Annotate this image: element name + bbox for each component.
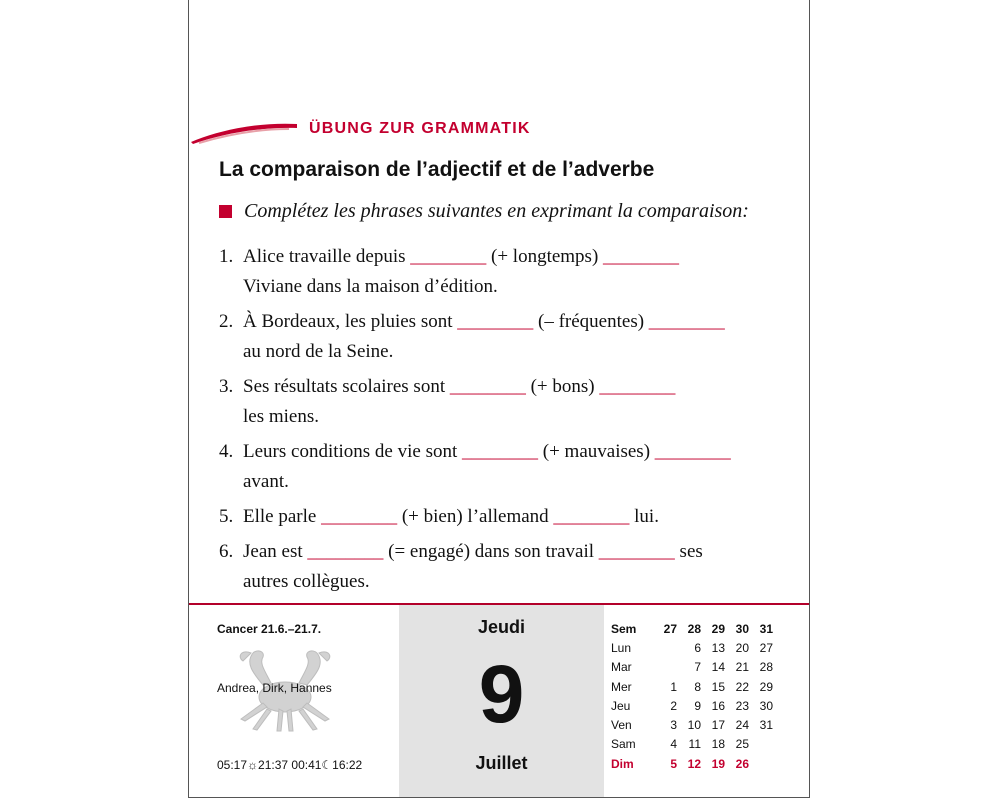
item-number: 5.	[219, 506, 234, 527]
calendar-row	[611, 638, 773, 657]
calendar-day: 27	[759, 640, 773, 655]
calendar-day: 12	[687, 756, 701, 771]
sentence-text: (+ bons)	[525, 376, 600, 397]
name-days: Andrea, Dirk, Hannes	[217, 681, 332, 695]
sentence-text: au nord de la Seine.	[243, 341, 394, 362]
week-header-label: Sem	[611, 621, 637, 636]
calendar-page	[188, 0, 810, 798]
weekday-label: Mer	[611, 679, 632, 694]
calendar-day	[653, 658, 677, 677]
answer-blank[interactable]: ________	[410, 246, 487, 267]
weekday: Jeudi	[477, 617, 525, 637]
answer-blank[interactable]: ________	[603, 246, 680, 267]
weekday-label: Ven	[611, 718, 632, 733]
calendar-day: 25	[735, 737, 749, 752]
calendar-day: 14	[711, 660, 725, 675]
calendar-day: 29	[759, 679, 773, 694]
calendar-day: 9	[694, 698, 701, 713]
item-number: 6.	[219, 541, 234, 562]
exercise-item	[219, 437, 799, 497]
sentence-text: À Bordeaux, les pluies sont	[243, 311, 458, 332]
calendar-day: 3	[670, 718, 677, 733]
item-number: 1.	[219, 246, 234, 267]
calendar-day: 23	[735, 698, 749, 713]
exercise-item	[219, 502, 799, 532]
calendar-day: 7	[694, 660, 701, 675]
sentence-text: Viviane dans la maison d’édition.	[243, 276, 498, 297]
answer-blank[interactable]: ________	[654, 441, 731, 462]
exercise-item	[219, 242, 799, 302]
calendar-day: 19	[711, 756, 725, 771]
sentence-text: (+ longtemps)	[486, 246, 604, 267]
calendar-day: 30	[759, 698, 773, 713]
exercise-item	[219, 372, 799, 432]
calendar-day: 5	[670, 756, 677, 771]
exercise-item	[219, 307, 799, 367]
item-text	[243, 537, 799, 597]
calendar-day: 13	[711, 640, 725, 655]
calendar-day: 2	[670, 698, 677, 713]
zodiac-sign: Cancer 21.6.–21.7.	[217, 622, 322, 636]
answer-blank[interactable]: ________	[449, 376, 526, 397]
weekday-label: Sam	[611, 737, 636, 752]
sentence-text: Jean est	[243, 541, 308, 562]
sentence-text: (= engagé) dans son travail	[383, 541, 599, 562]
calendar-day: 16	[711, 698, 725, 713]
sentence-text: Ses résultats scolaires sont	[243, 376, 450, 397]
calendar-day: 4	[670, 737, 677, 752]
sentence-text: Leurs conditions de vie sont	[243, 441, 462, 462]
item-text	[243, 242, 799, 302]
calendar-day	[749, 735, 773, 754]
sentence-text: (– fréquentes)	[533, 311, 649, 332]
answer-blank[interactable]: ________	[321, 506, 398, 527]
calendar-day: 15	[711, 679, 725, 694]
week-number: 31	[759, 621, 773, 636]
calendar-day: 10	[687, 718, 701, 733]
sentence-text: (+ mauvaises)	[538, 441, 655, 462]
answer-blank[interactable]: ________	[457, 311, 534, 332]
item-number: 3.	[219, 376, 234, 397]
calendar-day: 20	[735, 640, 749, 655]
instruction-line	[219, 200, 749, 223]
instruction-text: Complétez les phrases suivantes en exprimant la comparaison:	[244, 200, 749, 222]
calendar-day	[653, 638, 677, 657]
calendar-row	[611, 715, 773, 734]
calendar-day: 22	[735, 679, 749, 694]
sentence-text: Alice travaille depuis	[243, 246, 411, 267]
answer-blank[interactable]: ________	[598, 541, 675, 562]
weekday-label: Dim	[611, 756, 634, 771]
mini-calendar	[611, 619, 773, 773]
answer-blank[interactable]: ________	[307, 541, 384, 562]
answer-blank[interactable]: ________	[553, 506, 630, 527]
day-number: 9	[478, 649, 525, 740]
sun-moon-times: 05:17☼21:37 00:41☾16:22	[217, 758, 363, 772]
calendar-day: 18	[711, 737, 725, 752]
item-text	[243, 307, 799, 367]
red-square-icon	[219, 205, 232, 218]
exercise-title: La comparaison de l’adjectif et de l’adverbe	[219, 158, 655, 181]
answer-blank[interactable]: ________	[462, 441, 538, 462]
item-number: 4.	[219, 441, 234, 462]
calendar-day: 28	[759, 660, 773, 675]
calendar-row	[611, 696, 773, 715]
sentence-text: ses	[674, 541, 703, 562]
sentence-text: lui.	[629, 506, 659, 527]
sentence-text: avant.	[243, 471, 289, 492]
answer-blank[interactable]: ________	[648, 311, 725, 332]
calendar-day: 21	[735, 660, 749, 675]
section-label: ÜBUNG ZUR GRAMMATIK	[309, 120, 531, 137]
week-number: 29	[711, 621, 725, 636]
answer-blank[interactable]: ________	[599, 376, 676, 397]
calendar-day: 31	[759, 718, 773, 733]
item-text	[243, 502, 799, 532]
calendar-day: 26	[735, 756, 749, 771]
sentence-text: Elle parle	[243, 506, 322, 527]
exercise-list	[219, 242, 799, 602]
calendar-row	[611, 735, 773, 754]
item-text	[243, 372, 799, 432]
weekday-label: Mar	[611, 660, 632, 675]
sentence-text: les miens.	[243, 406, 319, 427]
week-number: 30	[735, 621, 749, 636]
calendar-day: 6	[694, 640, 701, 655]
calendar-row	[611, 677, 773, 696]
calendar-day: 1	[670, 679, 677, 694]
week-number: 27	[663, 621, 677, 636]
sentence-text: (+ bien) l’allemand	[397, 506, 554, 527]
week-number: 28	[687, 621, 701, 636]
calendar-day	[749, 754, 773, 773]
calendar-day: 8	[694, 679, 701, 694]
calendar-day: 24	[735, 718, 749, 733]
item-number: 2.	[219, 311, 234, 332]
weekday-label: Lun	[611, 640, 632, 655]
calendar-row	[611, 658, 773, 677]
calendar-day: 11	[688, 737, 701, 752]
month: Juillet	[475, 753, 528, 773]
calendar-day: 17	[711, 718, 725, 733]
weekday-label: Jeu	[611, 698, 631, 713]
calendar-week-header	[611, 619, 773, 638]
date-panel	[399, 605, 604, 797]
calendar-row	[611, 754, 773, 773]
red-swoosh-icon	[189, 116, 299, 146]
exercise-item	[219, 537, 799, 597]
item-text	[243, 437, 799, 497]
sentence-text: autres collègues.	[243, 571, 370, 592]
